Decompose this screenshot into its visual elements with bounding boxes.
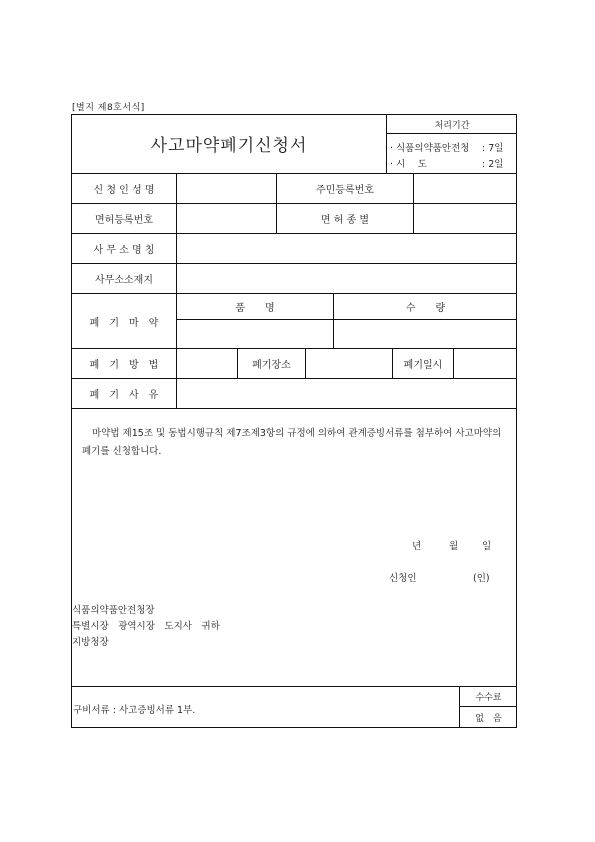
disposal-reason-label: 폐 기 사 유 xyxy=(89,390,159,401)
label-column-line xyxy=(176,173,177,408)
footer-line xyxy=(71,686,517,687)
license-number-label: 면허등록번호 xyxy=(95,215,153,226)
license-type-label: 면 허 종 별 xyxy=(320,215,370,226)
processing-province-value: : 2일 xyxy=(482,159,504,170)
addressee-line-3: 지방청장 xyxy=(72,637,109,648)
resident-number-label: 주민등록번호 xyxy=(316,185,374,196)
product-name-header: 품 명 xyxy=(235,303,275,314)
fee-label: 수수료 xyxy=(475,693,502,703)
date-month: 월 xyxy=(449,541,459,552)
disposal-method-label: 폐 기 방 법 xyxy=(89,360,159,371)
office-address-label: 사무소소재지 xyxy=(95,275,153,286)
fee-value: 없 음 xyxy=(475,713,502,724)
processing-kfda-value: : 7일 xyxy=(482,143,504,154)
date-year: 년 xyxy=(412,541,422,552)
application-statement: 마약법 제15조 및 동법시행규칙 제7조제3항의 규정에 의하여 관계증빙서류를 첨부하여 사고마약의 폐기를 신청합니다. xyxy=(82,428,502,457)
disposal-place-label: 폐기장소 xyxy=(252,360,291,371)
required-documents: 구비서류 : 사고증빙서류 1부. xyxy=(73,705,196,716)
addressee-line-2: 특별시장 광역시장 도지사 귀하 xyxy=(72,621,220,632)
drug-subheader-line xyxy=(176,319,517,320)
office-name-label: 사 무 소 명 칭 xyxy=(93,245,155,256)
disposal-drug-label: 폐 기 마 약 xyxy=(89,317,159,329)
quantity-header: 수 량 xyxy=(405,303,446,314)
method-column-line-d xyxy=(453,348,454,378)
row-line-8 xyxy=(71,408,517,409)
mid-column-line-b xyxy=(413,173,414,233)
disposal-date-label: 폐기일시 xyxy=(403,360,443,371)
applicant-signature-label: 신청인 xyxy=(389,573,417,584)
addressee-line-1: 식품의약품안전청장 xyxy=(72,605,155,616)
processing-province-label: · 시 도 xyxy=(390,159,427,170)
processing-header-divider xyxy=(386,133,517,134)
applicant-name-label: 신 청 인 성 명 xyxy=(93,185,155,196)
form-title: 사고마약폐기신청서 xyxy=(150,136,308,156)
seal-mark: (인) xyxy=(473,573,490,584)
form-number-label: [별지 제8호서식] xyxy=(72,103,145,113)
date-day: 일 xyxy=(482,541,492,552)
processing-kfda-label: · 식품의약품안전청 xyxy=(390,143,470,154)
method-column-line-b xyxy=(305,348,306,378)
processing-period-header: 처리기간 xyxy=(434,120,470,131)
